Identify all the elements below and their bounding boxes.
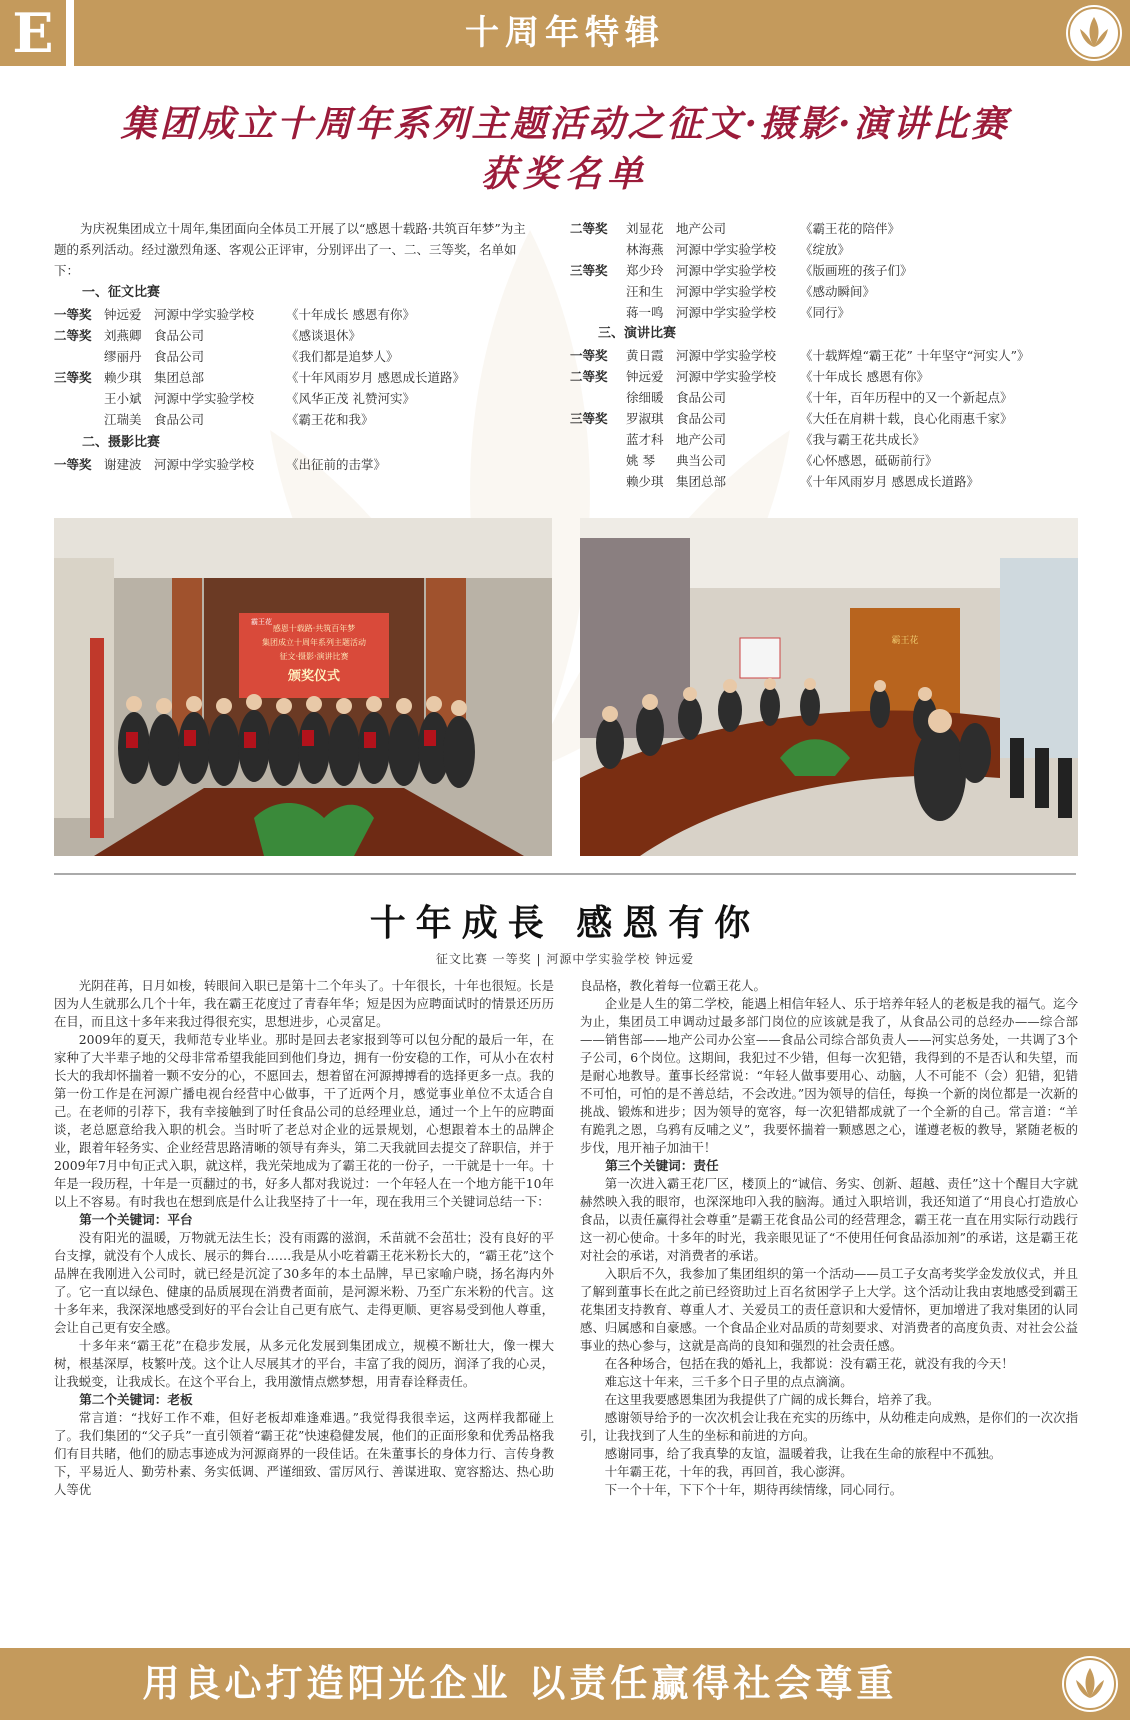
- keyword-heading: 第三个关键词：责任: [605, 1158, 719, 1173]
- winner-unit: 河源中学实验学校: [676, 263, 777, 278]
- section-heading-speech: 三、演讲比赛: [598, 326, 677, 341]
- award-rank: 二等奖: [570, 221, 608, 236]
- winner-name: 王小斌: [104, 391, 142, 406]
- award-rank: 三等奖: [570, 263, 608, 278]
- work-title: 《我们都是追梦人》: [286, 349, 399, 364]
- winner-name: 汪和生: [626, 284, 664, 299]
- award-row: [570, 471, 1090, 492]
- winner-unit: 集团总部: [154, 370, 205, 385]
- award-row: [570, 408, 1090, 429]
- article-paragraph: 十年霸王花，十年的我，再回首，我心澎湃。: [604, 1464, 853, 1479]
- winner-name: 蓝才科: [626, 432, 664, 447]
- winner-unit: 河源中学实验学校: [676, 348, 777, 363]
- article-paragraph: 入职后不久，我参加了集团组织的第一个活动——员工子女高考奖学金发放仪式，并且了解到董事长在此之前已经资助过上百名贫困学子上大学。这个活动让我由衷地感受到霸王花集团支持教育、尊重人才、关爱员工的责任意识和大爱情怀，更加增进了我对集团的认同感、归属感和自豪感。一个食品企业对品质的苛刻要求、对消费者的高度负责、对社会公益事业的热心参与，这就是高尚的良知和强烈的社会责任感。: [580, 1266, 1078, 1353]
- award-row: [54, 409, 554, 430]
- winner-name: 罗淑琪: [626, 411, 664, 426]
- article-column-right: [580, 977, 1078, 1499]
- work-title: 《十年风雨岁月 感恩成长道路》: [800, 474, 979, 489]
- winner-unit: 食品公司: [154, 412, 205, 427]
- award-row: [54, 454, 554, 475]
- work-title: 《版画班的孩子们》: [800, 263, 913, 278]
- award-rank: 三等奖: [570, 411, 608, 426]
- winner-unit: 河源中学实验学校: [676, 284, 777, 299]
- winner-name: 钟远爱: [104, 307, 142, 322]
- award-row: [54, 367, 554, 388]
- work-title: 《绽放》: [800, 242, 851, 257]
- work-title: 《十年成长 感恩有你》: [800, 369, 929, 384]
- award-row: [570, 218, 1090, 239]
- intro-paragraph: 为庆祝集团成立十周年,集团面向全体员工开展了以“感恩十载路·共筑百年梦”为主题的系列活动。经过激烈角逐、客观公正评审，分别评出了一、二、三等奖，名单如下：: [54, 221, 526, 278]
- article-paragraph: 下一个十年，下下个十年，期待再续情缘，同心同行。: [604, 1482, 903, 1497]
- winner-name: 蒋一鸣: [626, 305, 664, 320]
- keyword-heading: 第一个关键词：平台: [79, 1212, 193, 1227]
- footer-slogan: 用良心打造阳光企业 以责任赢得社会尊重: [142, 1662, 898, 1705]
- winner-unit: 河源中学实验学校: [676, 369, 777, 384]
- work-title: 《感动瞬间》: [800, 284, 876, 299]
- award-rank: 一等奖: [570, 348, 608, 363]
- winner-name: 刘显花: [626, 221, 664, 236]
- article-paragraph: 在这里我要感恩集团为我提供了广阔的成长舞台，培养了我。: [604, 1392, 940, 1407]
- winner-name: 徐细暖: [626, 390, 664, 405]
- winner-unit: 食品公司: [154, 328, 205, 343]
- article-paragraph: 企业是人生的第二学校，能遇上相信年轻人、乐于培养年轻人的老板是我的福气。迄今为止，集团员工申调动过最多部门岗位的应该就是我了，从食品公司的总经办——综合部——销售部——地产公司办公室——食品公司综合部负责人——河实总务处，一共调了3个子公司，6个岗位。这期间，我犯过不少错，但每一次犯错，我得到的不是否认和失望，而是耐心地教导。董事长经常说：“年轻人做事要用心、动脑，人不可能不（会）犯错，犯错不可怕，可怕的是不善总结，不会改进。”因为领导的信任，每换一个新的岗位都是一次新的挑战、锻炼和进步；因为领导的宽容，每一次犯错都成就了一个全新的自己。常言道：“羊有跪乳之恩，乌鸦有反哺之义”，我要怀揣着一颗感恩之心，谨遵老板的教导，紧随老板的步伐，甩开袖子加油干！: [580, 996, 1078, 1155]
- meeting-room-photo: [580, 518, 1078, 856]
- award-row: [570, 260, 1090, 281]
- award-row: [570, 429, 1090, 450]
- winner-unit: 河源中学实验学校: [676, 242, 777, 257]
- winner-unit: 河源中学实验学校: [676, 305, 777, 320]
- award-row: [54, 325, 554, 346]
- winner-unit: 河源中学实验学校: [154, 391, 255, 406]
- work-title: 《风华正茂 礼赞河实》: [286, 391, 415, 406]
- award-rank: 二等奖: [54, 328, 92, 343]
- work-title: 《出征前的击掌》: [286, 457, 387, 472]
- work-title: 《感谈退休》: [286, 328, 362, 343]
- section-badge: E: [12, 1, 54, 65]
- article-paragraph: 在各种场合，包括在我的婚礼上，我都说：没有霸王花，就没有我的今天！: [604, 1356, 1014, 1371]
- award-row: [570, 281, 1090, 302]
- winner-name: 江瑞美: [104, 412, 142, 427]
- header-title: 十周年特辑: [465, 13, 665, 53]
- article-paragraph: 没有阳光的温暖，万物就无法生长；没有雨露的滋润，禾苗就不会茁壮；没有良好的平台支撑，就没有个人成长、展示的舞台……我是从小吃着霸王花米粉长大的，“霸王花”这个品牌在我刚进入公司时，就已经是沉淀了30多年的本土品牌，早已家喻户晓，扬名海内外了。它一直以绿色、健康的品质展现在消费者面前，是河源米粉、乃至广东米粉的代言。这十多年来，我深深地感受到好的平台会让自己更有底气、走得更顺、更容易受到他人尊重，会让自己更有安全感。: [54, 1230, 554, 1335]
- winner-unit: 食品公司: [154, 349, 205, 364]
- award-row: [54, 388, 554, 409]
- work-title: 《霸王花和我》: [286, 412, 374, 427]
- winner-name: 刘燕卿: [104, 328, 142, 343]
- winner-name: 姚 琴: [626, 453, 655, 468]
- screen-text-1: 感恩十载路·共筑百年梦: [272, 624, 356, 633]
- work-title: 《我与霸王花共成长》: [800, 432, 926, 447]
- article-paragraph: 常言道：“找好工作不难，但好老板却难逢难遇。”我觉得我很幸运，这两样我都碰上了。我们集团的“父子兵”一直引领着“霸王花”快速稳健发展，他们的正面形象和优秀品格我们有目共睹，他们的励志事迹成为河源商界的一段佳话。在朱董事长的身体力行、言传身教下，平易近人、勤劳朴素、务实低调、严谨细致、雷厉风行、善谋进取、宽容豁达、热心助人等优: [54, 1410, 554, 1497]
- award-rank: 二等奖: [570, 369, 608, 384]
- article-paragraph: 良品格，教化着每一位霸王花人。: [580, 978, 766, 993]
- winner-unit: 河源中学实验学校: [154, 457, 255, 472]
- keyword-heading: 第二个关键词：老板: [79, 1392, 193, 1407]
- winner-unit: 食品公司: [676, 390, 727, 405]
- article-byline: 征文比赛 一等奖 | 河源中学实验学校 钟远爱: [435, 952, 695, 966]
- winner-unit: 食品公司: [676, 411, 727, 426]
- winner-name: 缪丽丹: [104, 349, 142, 364]
- award-row: [570, 345, 1090, 366]
- winner-unit: 集团总部: [676, 474, 727, 489]
- winner-name: 黄日霞: [626, 348, 664, 363]
- work-title: 《十载辉煌“霸王花” 十年坚守“河实人”》: [800, 348, 1030, 363]
- section-heading-photo: 二、摄影比赛: [82, 435, 161, 450]
- work-title: 《心怀感恩，砥砺前行》: [800, 453, 938, 468]
- article-paragraph: 2009年的夏天，我师范专业毕业。那时是回去老家报到等可以包分配的最后一年，在家种了大半辈子地的父母非常希望我能回到他们身边，拥有一份安稳的工作，可从小在农村长大的我却怀揣着一颗不安分的心，不愿回去，想着留在河源搏搏看的选择更多一点。我的第一份工作是在河源广播电视台经营中心做事，干了近两个月，感觉事业单位不太适合自己。在老师的引荐下，我有幸接触到了时任食品公司的总经理业总，通过一个上午的应聘面谈，老总愿意给我入职的机会。当时听了老总对企业的远景规划，心想跟着本土的品牌企业，跟着年轻务实、企业经营思路清晰的领导有奔头，第二天我就回去提交了辞职信，并于2009年7月中旬正式入职，就这样，我光荣地成为了霸王花的一份子，一干就是十一年。十年是一段历程，十年是一页翻过的书，好多人都对我说过：一个年轻人在一个地方能干10年以上不容易。有时我也在想到底是什么让我坚持了十一年，现在我用三个关键词总结一下：: [54, 1032, 554, 1209]
- work-title: 《大任在肩耕十载，良心化雨惠千家》: [800, 411, 1013, 426]
- award-row: [570, 302, 1090, 323]
- article-paragraph: 感谢同事，给了我真挚的友谊，温暖着我，让我在生命的旅程中不孤独。: [604, 1446, 1002, 1461]
- page-title: 集团成立十周年系列主题活动之征文·摄影·演讲比赛: [120, 103, 1010, 145]
- awards-list-left: [54, 282, 554, 475]
- lotus-logo-icon: [1066, 5, 1122, 61]
- section-divider: [54, 873, 1076, 875]
- award-row: [570, 366, 1090, 387]
- award-row: [570, 239, 1090, 260]
- winner-unit: 河源中学实验学校: [154, 307, 255, 322]
- awards-list-right: [570, 218, 1090, 492]
- article-column-left: [54, 977, 554, 1499]
- screen-logo-text: 霸王花: [251, 618, 272, 626]
- winner-name: 谢建波: [104, 457, 142, 472]
- footer-banner: [0, 1648, 1130, 1720]
- winner-name: 郑少玲: [626, 263, 664, 278]
- winner-unit: 地产公司: [676, 221, 727, 236]
- article-paragraph: 难忘这十年来，三千多个日子里的点点滴滴。: [604, 1374, 853, 1389]
- award-row: [54, 346, 554, 367]
- section-heading-essay: 一、征文比赛: [82, 285, 161, 300]
- award-rank: 一等奖: [54, 457, 92, 472]
- work-title: 《霸王花的陪伴》: [800, 221, 901, 236]
- winner-unit: 典当公司: [676, 453, 727, 468]
- work-title: 《十年风雨岁月 感恩成长道路》: [286, 370, 465, 385]
- article-title: 十年成長 感恩有你: [369, 902, 761, 944]
- plaque-text: 霸王花: [891, 636, 919, 646]
- winner-name: 赖少琪: [626, 474, 664, 489]
- winner-name: 钟远爱: [626, 369, 664, 384]
- screen-text-2: 集团成立十周年系列主题活动: [262, 638, 366, 647]
- screen-text-3: 征文·摄影·演讲比赛: [279, 652, 349, 661]
- award-row: [54, 304, 554, 325]
- article-paragraph: 光阴荏苒，日月如梭，转眼间入职已是第十二个年头了。十年很长，十年也很短。长是因为人生就那么几个十年，我在霸王花度过了青春年华；短是因为应聘面试时的情景还历历在目，而且这十多年来我过得很充实，思想进步，心灵富足。: [54, 978, 554, 1029]
- winner-name: 赖少琪: [104, 370, 142, 385]
- lotus-logo-icon: [1062, 1656, 1118, 1712]
- work-title: 《十年，百年历程中的又一个新起点》: [800, 390, 1013, 405]
- article-paragraph: 十多年来“霸王花”在稳步发展，从多元化发展到集团成立，规模不断壮大，像一棵大树，根基深厚，枝繁叶茂。这个让人尽展其才的平台，丰富了我的阅历，润泽了我的心灵，让我蜕变，让我成长。在这个平台上，我用激情点燃梦想，用青春诠释责任。: [54, 1338, 554, 1389]
- article-paragraph: 第一次进入霸王花厂区，楼顶上的“诚信、务实、创新、超越、责任”这十个醒目大字就赫然映入我的眼帘，也深深地印入我的脑海。通过入职培训，我还知道了“用良心打造放心食品，以责任赢得社会尊重”是霸王花食品公司的经营理念，霸王花一直在用实际行动践行这一初心使命。十多年的时光，我亲眼见证了“不使用任何食品添加剂”的承诺，这是霸王花对社会的承诺，对消费者的承诺。: [580, 1176, 1078, 1263]
- screen-text-4: 颁奖仪式: [287, 669, 341, 684]
- article-paragraph: 感谢领导给予的一次次机会让我在充实的历练中，从幼稚走向成熟，是你们的一次次指引，让我找到了人生的坐标和前进的方向。: [580, 1410, 1078, 1443]
- work-title: 《同行》: [800, 305, 851, 320]
- award-row: [570, 387, 1090, 408]
- award-row: [570, 450, 1090, 471]
- award-rank: 一等奖: [54, 307, 92, 322]
- page-subtitle: 获奖名单: [480, 153, 649, 195]
- work-title: 《十年成长 感恩有你》: [286, 307, 415, 322]
- header-banner: [0, 0, 1130, 66]
- award-ceremony-photo: [54, 518, 552, 856]
- winner-unit: 地产公司: [676, 432, 727, 447]
- winner-name: 林海燕: [626, 242, 664, 257]
- award-rank: 三等奖: [54, 370, 92, 385]
